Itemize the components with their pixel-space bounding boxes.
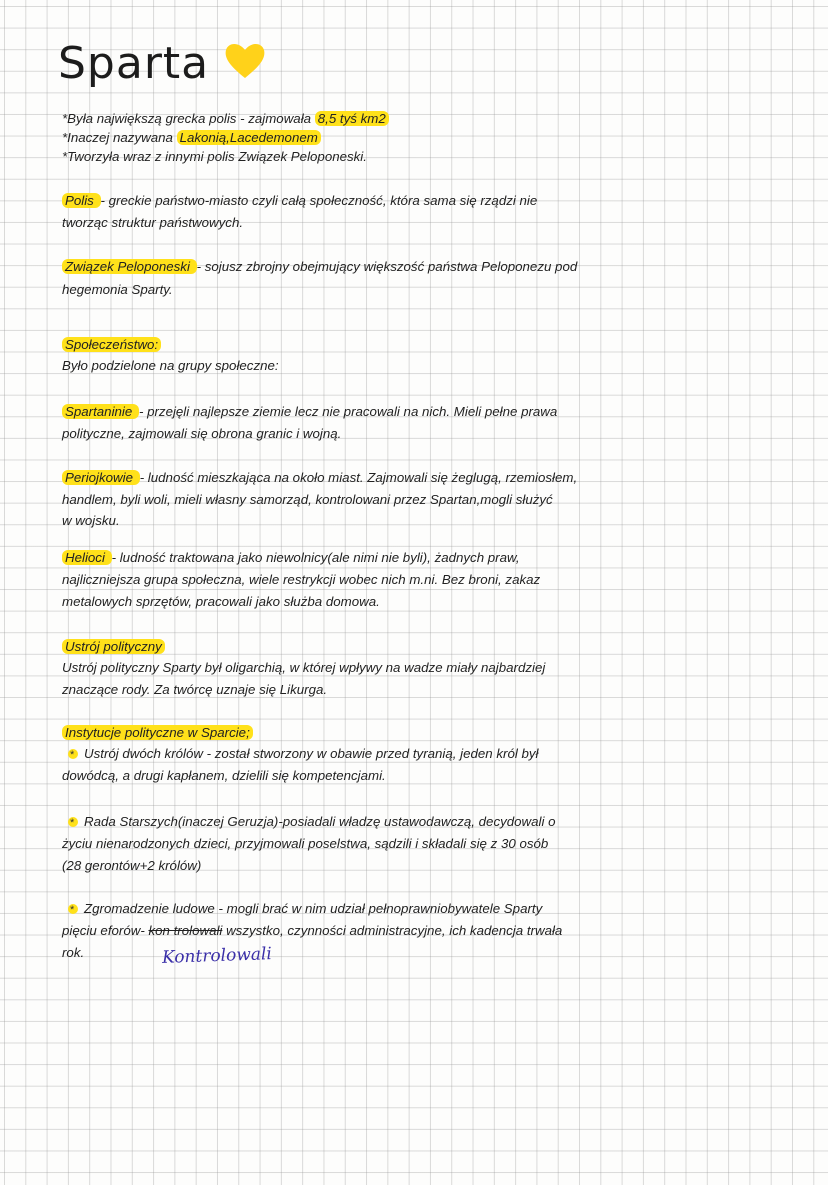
heart-icon [222,40,268,80]
note-text: - ludność mieszkająca na około miast. Zajmowali się żeglugą, rzemiosłem, [139,470,578,485]
bullet-icon [68,817,78,827]
highlighted-text: 8,5 tyś km2 [315,111,389,126]
note-text: handlem, byli woli, mieli własny samorząd, kontrolowani przez Spartan,mogli służyć [62,492,553,507]
note-text: - sojusz zbrojny obejmujący większość państwa Peloponezu pod [196,259,578,274]
note-text: Ustrój dwóch królów - został stworzony w obawie przed tyranią, jeden król był [84,746,539,761]
note-line [62,681,327,699]
highlighted-text: Periojkowie [62,470,140,485]
note-text: Rada Starszych(inaczej Geruzja)-posiadali władzę ustawodawczą, decydowali o [84,814,556,829]
note-line [62,638,165,656]
note-line [62,944,84,962]
note-text: Ustrój polityczny Sparty był oligarchią, w której wpływy na wadze miały najbardziej [62,660,546,675]
highlighted-text: Spartaninie [62,404,139,419]
note-text: metalowych sprzętów, pracowali jako służba domowa. [62,594,380,609]
bullet-icon [68,749,78,759]
note-text: rok. [62,945,85,960]
note-text: w wojsku. [62,513,120,528]
note-text: hegemonia Sparty. [62,282,173,297]
note-text: polityczne, zajmowali się obrona granic i wojną. [62,426,342,441]
note-line [68,900,542,918]
note-text: pięciu eforów- [62,923,149,938]
note-text: (28 gerontów+2 królów) [62,858,202,873]
highlighted-text: Ustrój polityczny [62,639,165,654]
note-line [68,745,539,763]
highlighted-text: Polis [62,193,101,208]
note-text: *Inaczej nazywana [62,130,177,145]
note-line [62,281,173,299]
note-text: - ludność traktowana jako niewolnicy(ale nimi nie byli), żadnych praw, [111,550,520,565]
note-line [62,403,557,421]
note-line [62,659,545,677]
highlighted-text: Instytucje polityczne w Sparcie; [62,725,253,740]
note-line [62,425,341,443]
highlighted-text: Związek Peloponeski [62,259,197,274]
note-text: wszystko, czynności administracyjne, ich kadencja trwała [222,923,563,938]
note-line [62,110,389,128]
page-title: Sparta [58,38,210,89]
crossed-out-text: kon trolowali [148,923,223,938]
note-line [68,813,556,831]
note-line [62,549,520,567]
note-line [62,214,243,232]
highlighted-text: Lakonią,Lacedemonem [177,130,321,145]
note-text: życiu nienarodzonych dzieci, przyjmowali poselstwa, sądzili i składali się z 30 osób [62,836,549,851]
note-text: znaczące rody. Za twórcę uznaje się Likurga. [62,682,328,697]
note-text: *Tworzyła wraz z innymi polis Związek Peloponeski. [62,149,367,164]
note-line [62,491,553,509]
note-line [62,512,120,530]
note-text: tworząc struktur państwowych. [62,215,244,230]
note-text: - greckie państwo-miasto czyli całą społeczność, która sama się rządzi nie [100,193,538,208]
note-line [62,148,367,166]
highlighted-text: Helioci [62,550,112,565]
note-text: Było podzielone na grupy społeczne: [62,358,279,373]
note-line [62,835,548,853]
note-text: - przejęli najlepsze ziemie lecz nie pracowali na nich. Mieli pełne prawa [138,404,558,419]
note-text: najliczniejsza grupa społeczna, wiele restrykcji wobec nich m.ni. Bez broni, zakaz [62,572,541,587]
note-line [62,357,279,375]
note-line [62,724,253,742]
note-line [62,469,577,487]
note-text: Zgromadzenie ludowe - mogli brać w nim udział pełnoprawniobywatele Sparty [84,901,543,916]
highlighted-text: Społeczeństwo: [62,337,161,352]
note-line [62,593,380,611]
note-line [62,571,540,589]
note-line [62,129,321,147]
note-line [62,336,161,354]
note-line [62,857,201,875]
bullet-icon [68,904,78,914]
note-line [62,922,562,940]
note-line [62,192,537,210]
note-text: dowódcą, a drugi kapłanem, dzielili się kompetencjami. [62,768,386,783]
handwritten-correction: Kontrolowali [161,944,273,968]
note-text: *Była największą grecka polis - zajmowała [62,111,315,126]
note-line [62,258,577,276]
note-line [62,767,386,785]
